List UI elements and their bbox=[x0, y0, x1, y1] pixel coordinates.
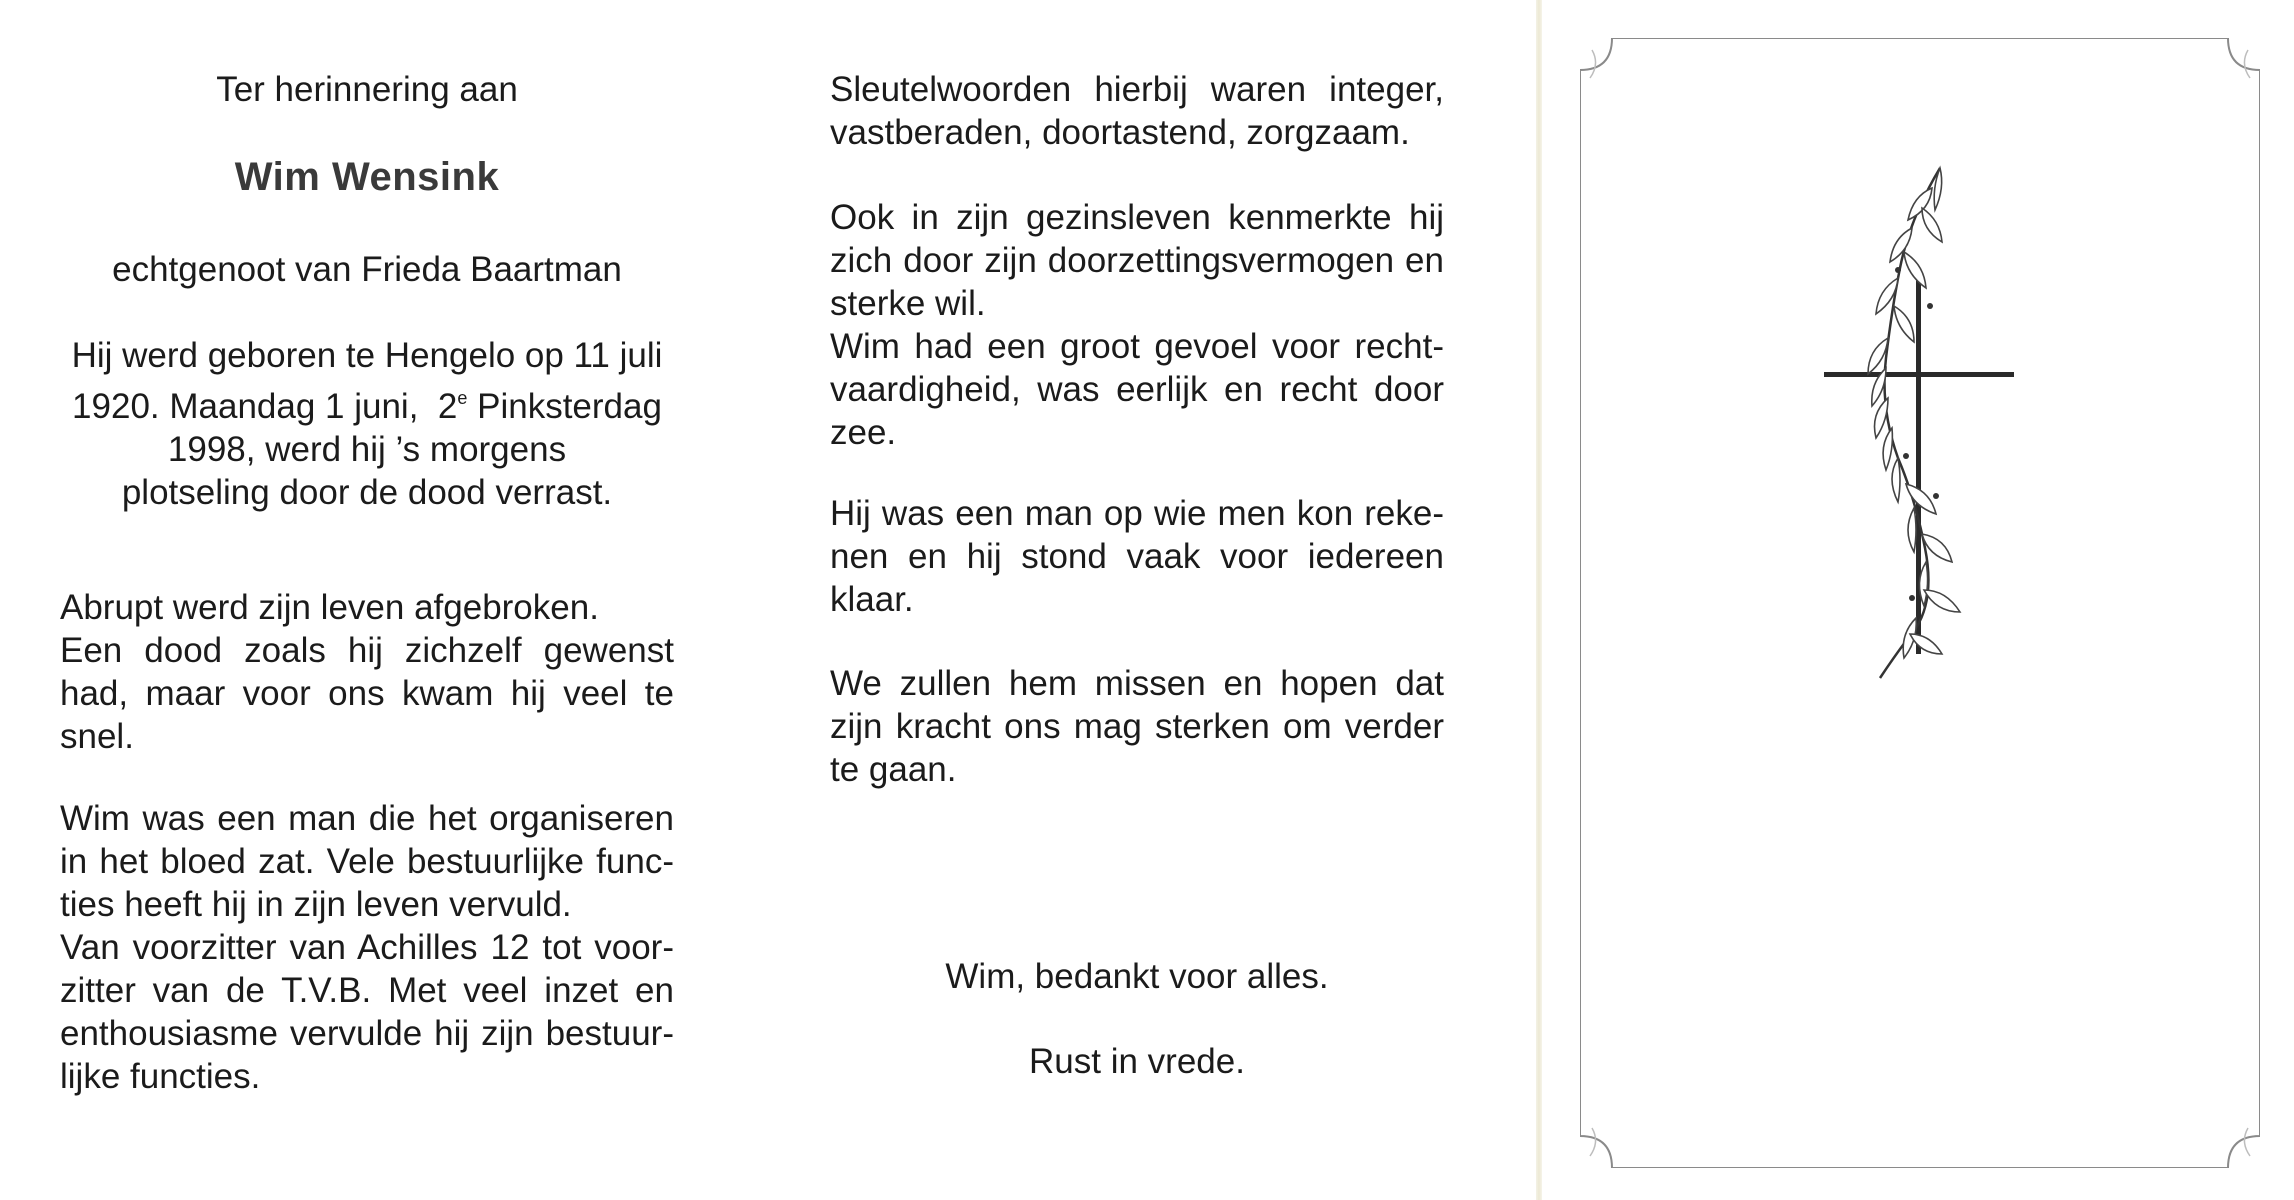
text-line: had, maar voor ons kwam hij veel te bbox=[60, 674, 674, 713]
text-line: zich door zijn doorzettingsvermogen en bbox=[830, 241, 1444, 280]
middle-panel bbox=[830, 0, 1444, 1200]
text-line: Sleutelwoorden hierbij waren integer, bbox=[830, 70, 1444, 109]
text-line: zijn kracht ons mag sterken om verder bbox=[830, 707, 1444, 746]
paragraph-miss bbox=[830, 662, 1444, 791]
text-line: Hij was een man op wie men kon reke- bbox=[830, 494, 1444, 533]
text-line: vaardigheid, was eerlijk en recht door bbox=[830, 370, 1444, 409]
text-line: Abrupt werd zijn leven afgebroken. bbox=[60, 588, 599, 627]
birth-text bbox=[60, 334, 674, 514]
palm-leaves bbox=[1868, 168, 1960, 658]
text-line: in het bloed zat. Vele bestuurlijke func- bbox=[60, 842, 674, 881]
text-line: ties heeft hij in zijn leven vervuld. bbox=[60, 885, 572, 924]
spouse-text: echtgenoot van Frieda Baartman bbox=[112, 250, 622, 289]
text-line: lijke functies. bbox=[60, 1057, 261, 1096]
deceased-name: Wim Wensink bbox=[234, 155, 500, 199]
text-line: Wim had een groot gevoel voor recht- bbox=[830, 327, 1444, 366]
intro-text: Ter herinnering aan bbox=[216, 70, 518, 109]
birth-line: 1998, werd hij ’s morgens bbox=[167, 430, 567, 469]
text-line: te gaan. bbox=[830, 750, 957, 789]
text-line: We zullen hem missen en hopen dat bbox=[830, 664, 1444, 703]
paragraph-keywords bbox=[830, 68, 1444, 154]
birth-line-part: 1920. Maandag 1 juni, bbox=[72, 387, 419, 426]
text-line: nen en hij stond vaak voor iedereen bbox=[830, 537, 1444, 576]
text-line: sterke wil. bbox=[830, 284, 986, 323]
paragraph-reliable bbox=[830, 492, 1444, 621]
ordinal-number: 2 bbox=[437, 387, 458, 426]
ordinal-suffix: e bbox=[457, 388, 468, 408]
text-line: enthousiasme vervulde hij zijn bestuur- bbox=[60, 1014, 674, 1053]
thanks-text: Wim, bedankt voor alles. bbox=[945, 957, 1329, 996]
cross-horizontal bbox=[1824, 372, 2014, 377]
birth-line: Hij werd geboren te Hengelo op 11 juli bbox=[71, 336, 663, 375]
text-line: snel. bbox=[60, 717, 134, 756]
text-line: Van voorzitter van Achilles 12 tot voor- bbox=[60, 928, 674, 967]
birth-line: plotseling door de dood verrast. bbox=[121, 473, 613, 512]
left-panel bbox=[60, 0, 674, 1200]
paragraph-family bbox=[830, 196, 1444, 454]
paragraph-1 bbox=[60, 586, 674, 758]
text-line: zitter van de T.V.B. Met veel inzet en bbox=[60, 971, 674, 1010]
text-line: Een dood zoals hij zichzelf gewenst bbox=[60, 631, 674, 670]
memorial-card-image bbox=[1580, 38, 2260, 1168]
palm-stem bbox=[1880, 168, 1940, 678]
text-line: Wim was een man die het organiseren bbox=[60, 799, 674, 838]
page-fold bbox=[1536, 0, 1542, 1200]
text-line: Ook in zijn gezinsleven kenmerkte hij bbox=[830, 198, 1444, 237]
cross-with-palm-branch-icon bbox=[1580, 38, 2260, 1168]
birth-line bbox=[60, 377, 674, 428]
text-line: zee. bbox=[830, 413, 897, 452]
rest-in-peace-text: Rust in vrede. bbox=[1029, 1042, 1245, 1081]
paragraph-2 bbox=[60, 797, 674, 1098]
text-line: klaar. bbox=[830, 580, 914, 619]
birth-line-part: Pinksterdag bbox=[477, 387, 662, 426]
text-line: vastberaden, doortastend, zorgzaam. bbox=[830, 113, 1410, 152]
